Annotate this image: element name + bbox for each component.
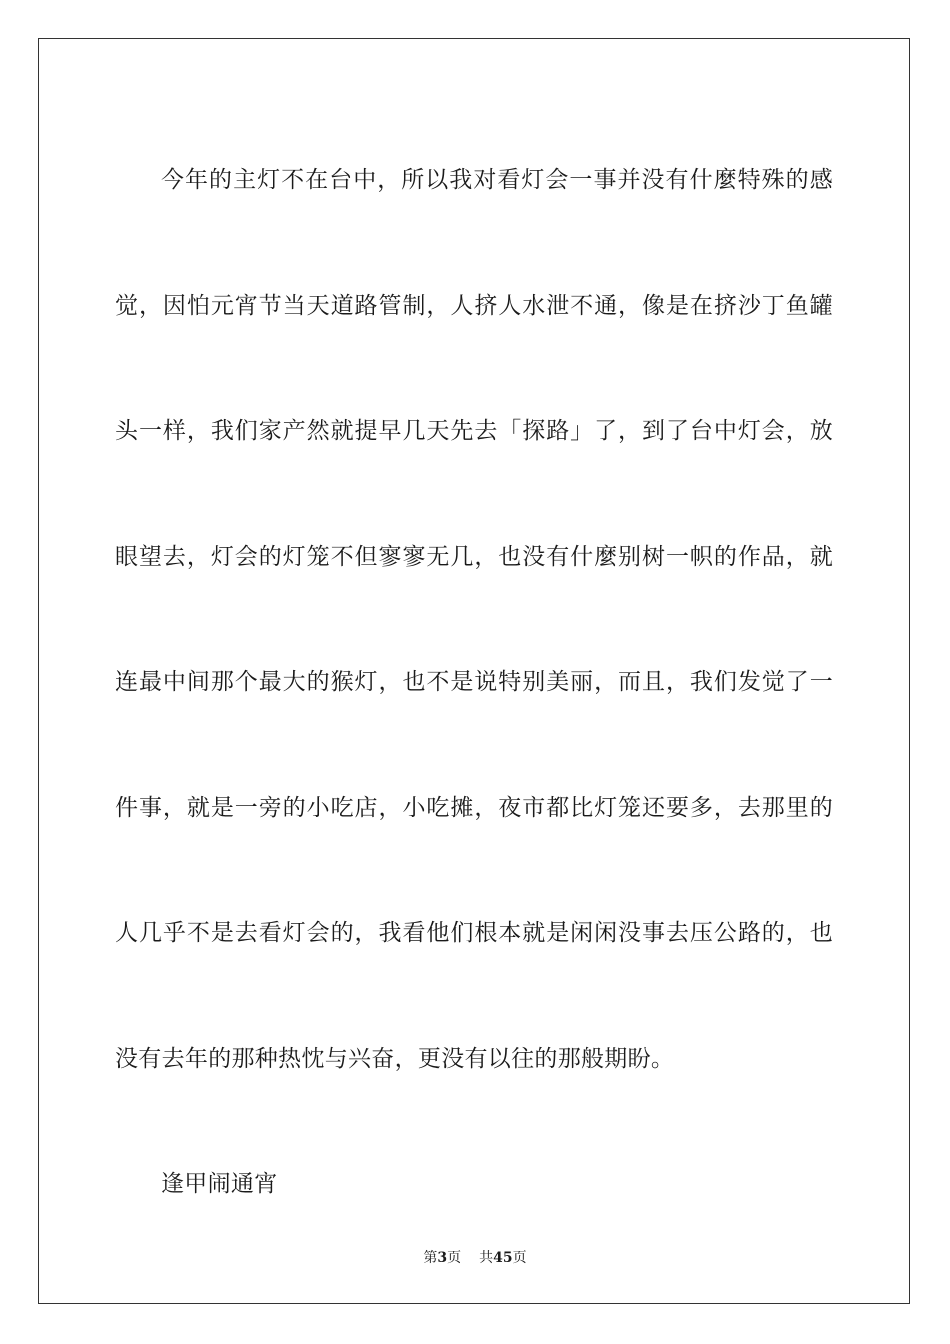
section-subheading: 逢甲闹通宵 <box>161 1171 278 1197</box>
total-pages-number: 45 <box>493 1250 513 1266</box>
total-prefix: 共 <box>479 1250 494 1266</box>
document-body <box>115 118 833 1248</box>
total-suffix: 页 <box>512 1250 527 1266</box>
body-paragraph: 今年的主灯不在台中，所以我对看灯会一事并没有什麼特殊的感觉，因怕元宵节当天道路管制，人挤人水泄不通，像是在挤沙丁鱼罐头一样，我们家产然就提早几天先去「探路」了，到了台中灯会，放眼望去，灯会的灯笼不但寥寥无几，也没有什麼别树一帜的作品，就连最中间那个最大的猴灯，也不是说特别美丽，而且，我们发觉了一件事，就是一旁的小吃店，小吃摊，夜市都比灯笼还要多，去那里的人几乎不是去看灯会的，我看他们根本就是闲闲没事去压公路的，也没有去年的那种热忱与兴奋，更没有以往的那般期盼。 <box>115 167 833 1072</box>
current-page-number: 3 <box>437 1250 448 1266</box>
page-suffix: 页 <box>447 1250 462 1266</box>
page-footer <box>0 1247 950 1267</box>
page-prefix: 第 <box>423 1250 438 1266</box>
